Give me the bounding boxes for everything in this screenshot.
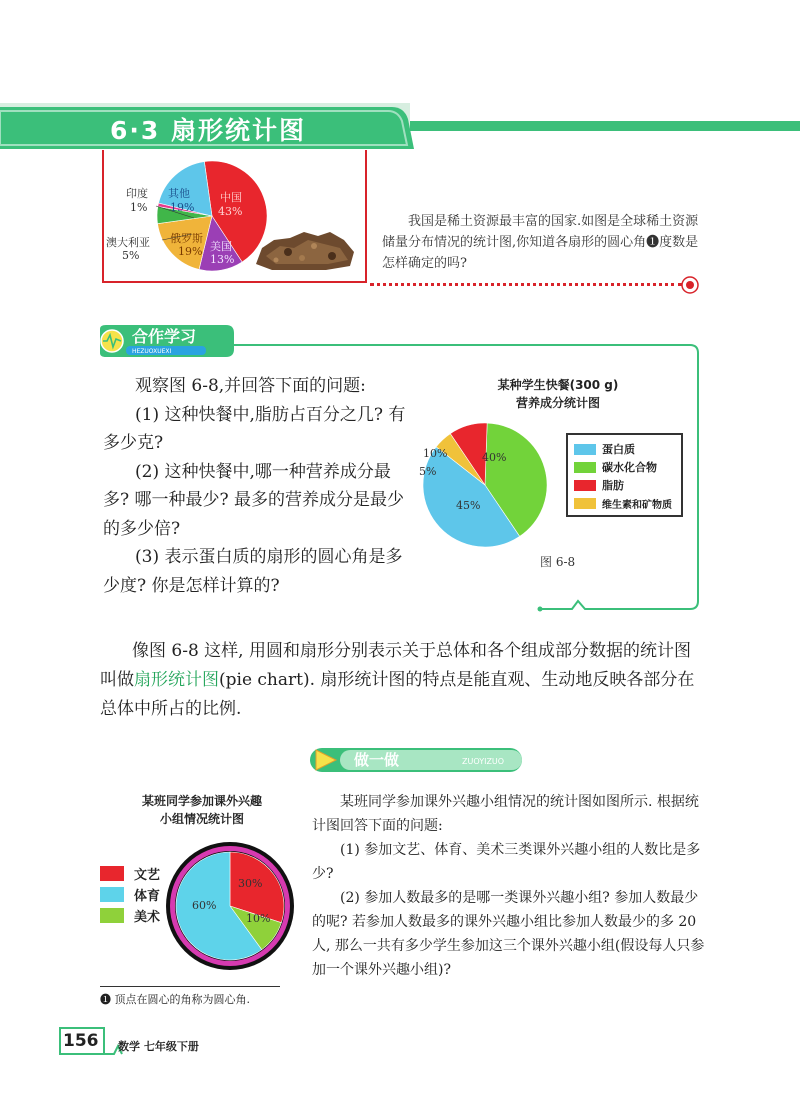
legend-label: 体育 xyxy=(134,889,161,904)
re-pct-china: 43% xyxy=(218,205,243,218)
fast-label-carb: 40% xyxy=(482,451,507,464)
do-it-banner xyxy=(310,746,525,774)
legend-swatch xyxy=(574,444,596,455)
fast-label-fat: 10% xyxy=(423,447,448,460)
legend-item-vitamin xyxy=(574,494,675,512)
coop-badge-sub: HEZUOXUEXI xyxy=(132,348,172,355)
re-label-russia: 俄罗斯 xyxy=(170,232,203,245)
club-label-fine-arts: 10% xyxy=(246,912,271,925)
re-pct-usa: 13% xyxy=(210,253,235,266)
legend-item-arts xyxy=(100,863,160,884)
do-it-paragraph: (2) 参加人数最多的是哪一类课外兴趣小组? 参加人数最少的呢? 若参加人数最多的课外兴趣小组比参加人数最少的多 20 人, 那么一共有多少学生参加这三个课外兴趣小组(假设每人只参加一个课外兴趣小组)? xyxy=(312,890,705,978)
re-label-australia: 澳大利亚 xyxy=(106,236,150,249)
page-title: 6·3 扇形统计图 xyxy=(110,116,306,145)
legend-item-fine-arts xyxy=(100,905,160,926)
definition-paragraph xyxy=(100,637,705,724)
do-it-sub: ZUOYIZUO xyxy=(462,757,505,766)
fig68-title-line2: 营养成分统计图 xyxy=(515,396,600,410)
legend-swatch xyxy=(574,462,596,473)
legend-label: 蛋白质 xyxy=(602,443,635,456)
target-icon xyxy=(681,276,699,294)
legend-swatch xyxy=(100,908,124,923)
coop-questions xyxy=(103,372,408,600)
coop-paragraph: (1) 这种快餐中,脂肪占百分之几? 有多少克? xyxy=(103,404,406,453)
re-pct-other: 19% xyxy=(170,201,195,214)
re-pct-russia: 19% xyxy=(178,245,203,258)
club-label-sports: 60% xyxy=(192,899,217,912)
coop-badge xyxy=(98,323,238,359)
club-legend xyxy=(100,863,160,926)
legend-label: 文艺 xyxy=(134,868,161,883)
club-title-line1: 某班同学参加课外兴趣 xyxy=(141,794,262,808)
do-it-paragraph: (1) 参加文艺、体育、美术三类课外兴趣小组的人数比是多少? xyxy=(312,842,701,882)
fast-label-protein: 45% xyxy=(456,499,481,512)
book-title: 数学 七年级下册 xyxy=(118,1040,199,1053)
coop-paragraph: 观察图 6-8,并回答下面的问题: xyxy=(135,376,366,396)
legend-swatch xyxy=(100,866,124,881)
footnote: ❶ 顶点在圆心的角称为圆心角. xyxy=(100,993,250,1006)
legend-item-protein xyxy=(574,440,675,458)
dotted-divider xyxy=(370,283,682,286)
club-title-line2: 小组情况统计图 xyxy=(159,812,244,826)
fig68-title-line1: 某种学生快餐(300 g) xyxy=(497,378,619,392)
legend-swatch xyxy=(100,887,124,902)
definition-before: 像图 6-8 这样, 用圆和扇形分别表示关于总体和各个组成部分数据的统计图叫做 xyxy=(100,641,691,690)
legend-item-sports xyxy=(100,884,160,905)
legend-swatch xyxy=(574,498,596,509)
page-number: 156 xyxy=(63,1031,99,1051)
fig68-title xyxy=(468,376,648,412)
legend-item-carb xyxy=(574,458,675,476)
figure-caption: 图 6-8 xyxy=(540,555,576,569)
ore-rock-image xyxy=(256,232,354,270)
club-label-arts: 30% xyxy=(238,877,263,890)
re-pct-australia: 5% xyxy=(122,249,140,262)
do-it-text xyxy=(312,790,707,982)
coop-paragraph: (2) 这种快餐中,哪一种营养成分最多? 哪一种最少? 最多的营养成分是最少的多少倍? xyxy=(103,461,405,539)
coop-paragraph: (3) 表示蛋白质的扇形的圆心角是多少度? 你是怎样计算的? xyxy=(103,547,403,596)
fig68-pie-chart xyxy=(410,415,560,555)
legend-label: 美术 xyxy=(134,910,161,925)
club-chart-title xyxy=(112,792,292,828)
intro-text: 我国是稀土资源最丰富的国家.如图是全球稀土资源储量分布情况的统计图,你知道各扇形的圆心角❶度数是怎样确定的吗? xyxy=(382,214,699,271)
re-label-china: 中国 xyxy=(220,191,242,204)
re-label-other: 其他 xyxy=(168,187,190,200)
footnote-divider xyxy=(100,986,280,987)
club-pie-chart xyxy=(162,838,298,974)
legend-swatch xyxy=(574,480,596,491)
definition-after: (pie chart). 扇形统计图的特点是能直观、生动地反映各部分在总体中所占的比例. xyxy=(100,670,695,719)
legend-label: 维生素和矿物质 xyxy=(602,499,672,511)
legend-label: 脂肪 xyxy=(602,479,624,492)
re-pct-india: 1% xyxy=(130,201,148,214)
fast-food-pie xyxy=(423,423,547,547)
re-label-india: 印度 xyxy=(126,187,148,200)
rare-earth-pie-chart xyxy=(104,152,366,280)
coop-badge-label: 合作学习 xyxy=(132,327,197,346)
fig68-legend xyxy=(566,433,683,517)
legend-item-fat xyxy=(574,476,675,494)
do-it-label: 做一做 xyxy=(354,751,400,769)
do-it-paragraph: 某班同学参加课外兴趣小组情况的统计图如图所示. 根据统计图回答下面的问题: xyxy=(312,794,699,834)
fast-label-vitamin: 5% xyxy=(419,465,437,478)
legend-label: 碳水化合物 xyxy=(602,461,657,474)
re-label-usa: 美国 xyxy=(210,240,232,253)
definition-term: 扇形统计图 xyxy=(134,670,219,690)
